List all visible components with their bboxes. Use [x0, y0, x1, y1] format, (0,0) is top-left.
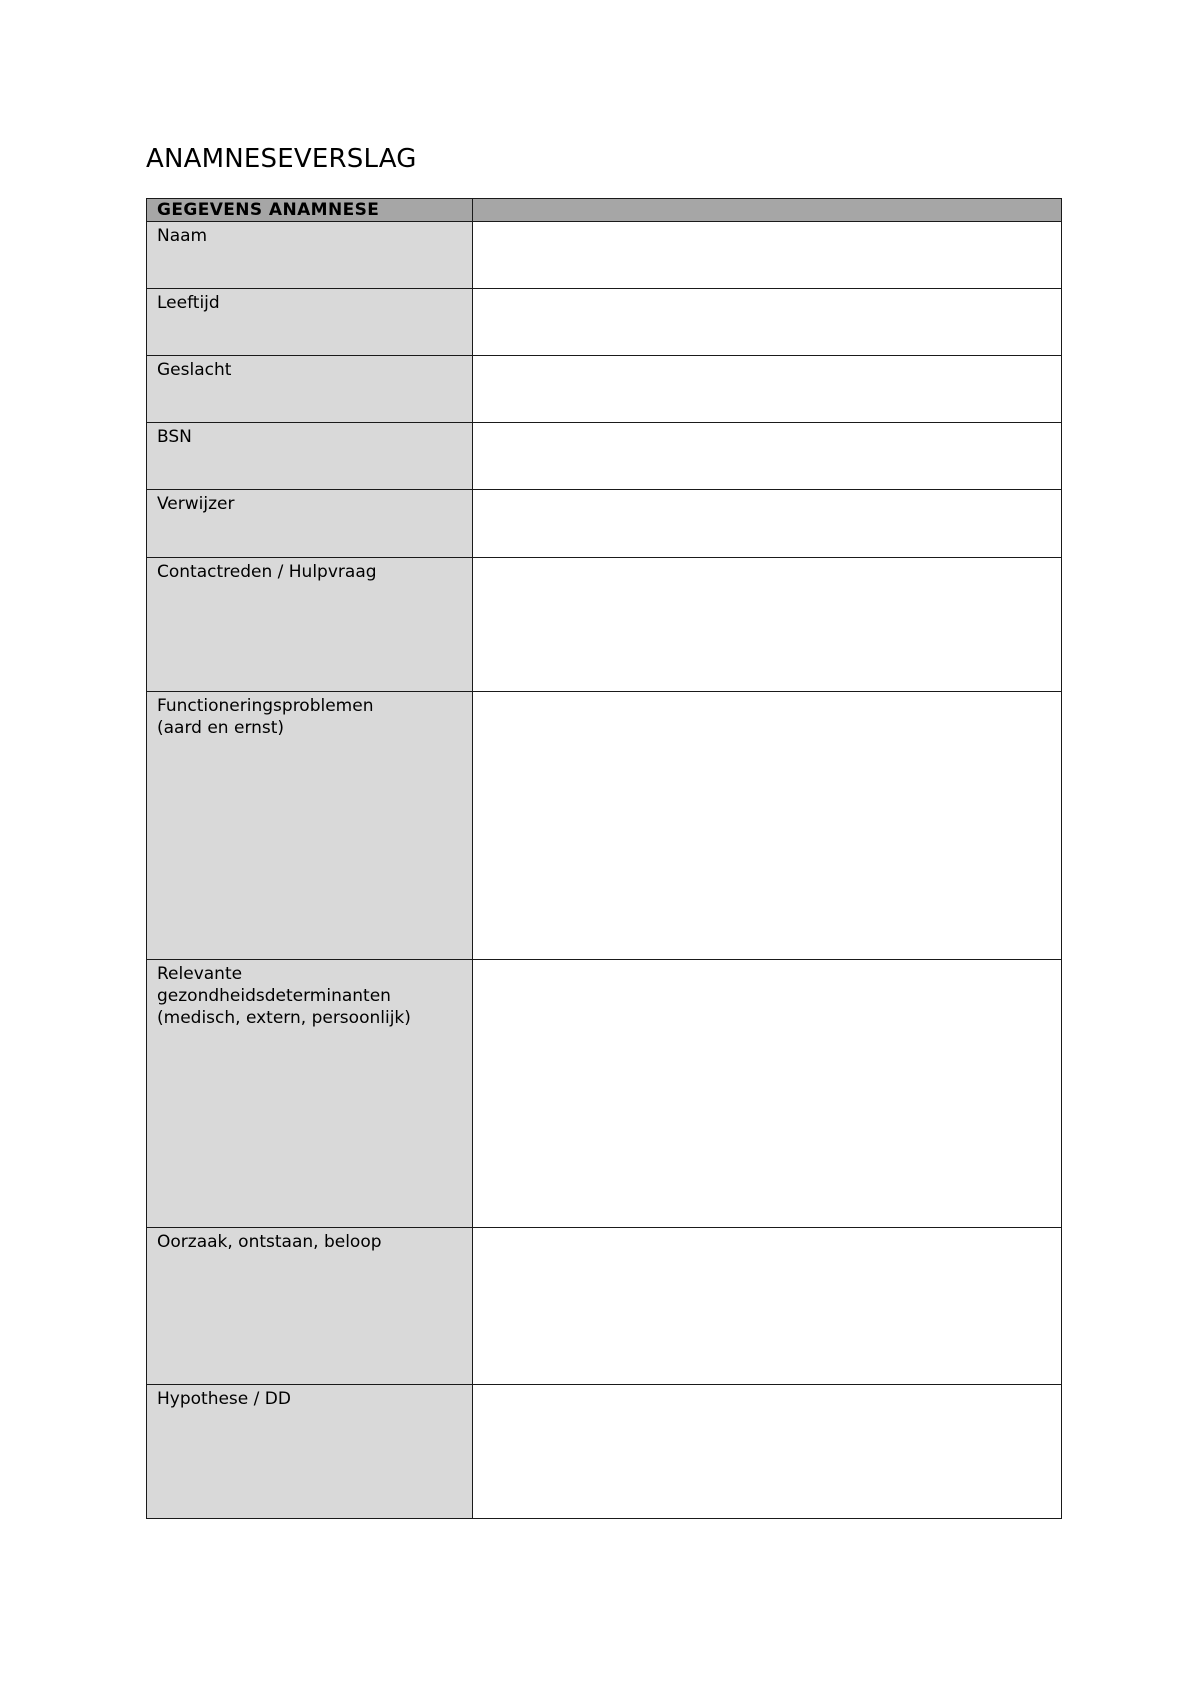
section-heading: GEGEVENS ANAMNESE — [157, 200, 380, 220]
row-label-cell — [147, 490, 473, 558]
leeftijd-field[interactable] — [473, 289, 1062, 356]
verwijzer-field[interactable] — [473, 490, 1062, 558]
field-label-naam: Naam — [157, 226, 208, 246]
table-row — [147, 423, 1062, 490]
row-label-cell — [147, 960, 473, 1228]
row-label-cell — [147, 558, 473, 692]
functioneringsproblemen-field[interactable] — [473, 692, 1062, 960]
table-row — [147, 558, 1062, 692]
hypothese-field[interactable] — [473, 1385, 1062, 1519]
table-row — [147, 289, 1062, 356]
field-label-bsn: BSN — [157, 427, 192, 447]
row-label-cell — [147, 222, 473, 289]
field-label-contactreden: Contactreden / Hulpvraag — [157, 562, 377, 582]
row-label-cell — [147, 289, 473, 356]
field-label-verwijzer: Verwijzer — [157, 494, 235, 514]
oorzaak-field[interactable] — [473, 1228, 1062, 1385]
table-row — [147, 222, 1062, 289]
table-row — [147, 1385, 1062, 1519]
page-title: ANAMNESEVERSLAG — [146, 144, 417, 174]
row-label-cell — [147, 1385, 473, 1519]
header-value-cell — [473, 199, 1062, 222]
row-label-cell — [147, 423, 473, 490]
table-row — [147, 1228, 1062, 1385]
header-label-cell — [147, 199, 473, 222]
field-label-leeftijd: Leeftijd — [157, 293, 220, 313]
table-row — [147, 490, 1062, 558]
field-label-functioneringsproblemen: Functioneringsproblemen (aard en ernst) — [157, 696, 374, 738]
geslacht-field[interactable] — [473, 356, 1062, 423]
row-label-cell — [147, 1228, 473, 1385]
bsn-field[interactable] — [473, 423, 1062, 490]
field-label-hypothese: Hypothese / DD — [157, 1389, 291, 1409]
gezondheidsdeterminanten-field[interactable] — [473, 960, 1062, 1228]
field-label-gezondheidsdeterminanten: Relevante gezondheidsdeterminanten (medisch, extern, persoonlijk) — [157, 964, 411, 1028]
contactreden-field[interactable] — [473, 558, 1062, 692]
row-label-cell — [147, 356, 473, 423]
anamnese-form-table — [146, 198, 1062, 1519]
field-label-oorzaak: Oorzaak, ontstaan, beloop — [157, 1232, 382, 1252]
table-row — [147, 960, 1062, 1228]
table-header-row — [147, 199, 1062, 222]
row-label-cell — [147, 692, 473, 960]
table-row — [147, 356, 1062, 423]
table-row — [147, 692, 1062, 960]
naam-field[interactable] — [473, 222, 1062, 289]
field-label-geslacht: Geslacht — [157, 360, 232, 380]
